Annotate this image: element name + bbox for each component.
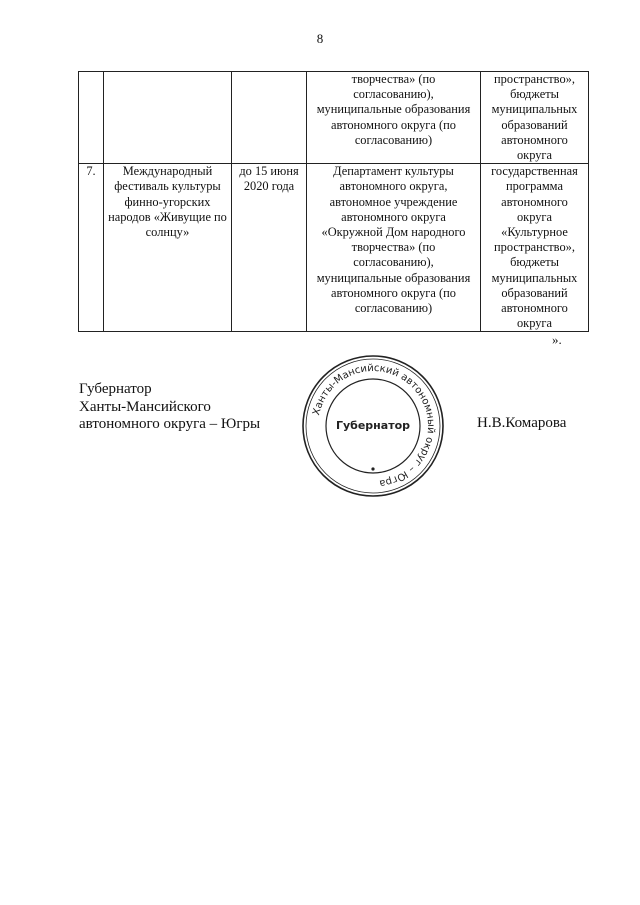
funding-cell: пространство», бюджеты муниципальных образований автономного округа	[481, 72, 589, 164]
signature-block	[79, 381, 260, 434]
seal-ring-text: Ханты-Мансийский автономный округ – Югра	[311, 362, 437, 489]
table-row	[79, 164, 589, 332]
official-seal	[300, 353, 446, 499]
signer-title-line: Губернатор	[79, 381, 152, 397]
event-name-cell: Международный фестиваль культуры финно-угорских народов «Живущие по солнцу»	[104, 164, 232, 332]
event-name-cell	[104, 72, 232, 164]
signer-title-line: автономного округа – Югры	[79, 416, 261, 432]
deadline-cell	[232, 72, 307, 164]
funding-cell: государственная программа автономного округа «Культурное пространство», бюджеты муниципальных образований автономного округа	[481, 164, 589, 332]
seal-center-text: Губернатор	[335, 419, 411, 432]
table-row	[79, 72, 589, 164]
row-number-cell: 7.	[79, 164, 104, 332]
seal-dot-icon	[371, 467, 374, 470]
deadline-cell: до 15 июня 2020 года	[232, 164, 307, 332]
signer-name: Н.В.Комарова	[477, 415, 567, 431]
executors-cell: Департамент культуры автономного округа, автономное учреждение автономного округа «Окружной Дом народного творчества» (по согласованию), муниципальные образования автономного округа (по согласованию)	[307, 164, 481, 332]
events-table	[78, 71, 589, 332]
signer-title-line: Ханты-Мансийского	[79, 398, 211, 415]
row-number-cell	[79, 72, 104, 164]
closing-quote: ».	[552, 332, 562, 347]
executors-cell: творчества» (по согласованию), муниципальные образования автономного округа (по согласованию)	[307, 72, 481, 164]
page-number: 8	[316, 31, 324, 46]
